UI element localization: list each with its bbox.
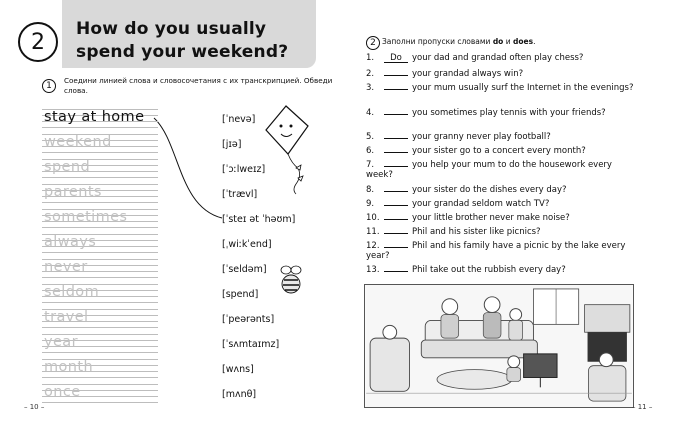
guide-line — [42, 152, 158, 153]
question-text: your grandad always win? — [412, 69, 524, 79]
question-text: Phil take out the rubbish every day? — [412, 265, 566, 275]
guide-line — [42, 252, 158, 253]
living-room-illustration — [364, 284, 634, 408]
page-title — [76, 18, 288, 64]
word-item: travel — [44, 309, 89, 325]
question-text: your granny never play football? — [412, 132, 551, 142]
question-row — [366, 158, 634, 180]
word-item: parents — [44, 184, 102, 200]
question-row — [366, 144, 634, 156]
question-row — [366, 130, 634, 142]
guide-line — [42, 377, 158, 378]
transcription-item: [ˈɔːlweɪz] — [222, 164, 266, 175]
word-item: year — [44, 334, 78, 350]
question-text: Phil and his family have a picnic by the lake every year? — [366, 241, 626, 261]
answer-blank[interactable]: Do — [384, 54, 408, 63]
question-number: 2. — [366, 69, 375, 79]
answer-blank[interactable] — [384, 81, 408, 90]
guide-line — [42, 327, 158, 328]
exercise-1-instruction: Соедини линией слова и словосочетания с их транскрипцией. Обведи слова. — [64, 76, 333, 95]
question-row — [366, 225, 634, 237]
answer-blank[interactable] — [384, 106, 408, 115]
question-row — [366, 197, 634, 209]
instruction-word-does: does — [513, 37, 534, 46]
question-text: you sometimes play tennis with your friends? — [412, 108, 606, 118]
guide-line — [42, 127, 158, 128]
answer-blank[interactable] — [384, 158, 408, 167]
word-item: month — [44, 359, 94, 375]
bee-icon — [278, 264, 306, 298]
answer-blank[interactable] — [384, 183, 408, 192]
answer-blank[interactable] — [384, 211, 408, 220]
kite-icon — [262, 104, 314, 196]
answer-blank[interactable] — [384, 197, 408, 206]
word-item: never — [44, 259, 88, 275]
transcription-item: [ˈtrævl] — [222, 189, 258, 200]
transcription-item: [ˈnevə] — [222, 114, 256, 125]
question-row — [366, 106, 634, 118]
question-row — [366, 211, 634, 223]
transcription-item: [ˌwiːkˈend] — [222, 239, 272, 250]
answer-blank[interactable] — [384, 67, 408, 76]
guide-line — [42, 177, 158, 178]
question-number: 1. — [366, 53, 375, 63]
exercise-2-number: 2 — [366, 36, 380, 50]
guide-line — [42, 227, 158, 228]
title-line-1: How do you usually — [76, 19, 267, 39]
exercise-2-instruction: Заполни пропуски словами do и does. — [382, 37, 536, 46]
page-number-right: – 11 – — [632, 403, 653, 411]
question-row — [366, 263, 634, 275]
question-row — [366, 81, 634, 93]
answer-blank[interactable] — [384, 144, 408, 153]
question-text: your little brother never make noise? — [412, 213, 570, 223]
question-row — [366, 67, 634, 79]
transcription-item: [wʌns] — [222, 364, 254, 375]
transcription-item: [ˈsʌmtaɪmz] — [222, 339, 280, 350]
question-number: 7. — [366, 160, 375, 170]
question-number: 6. — [366, 146, 375, 156]
word-item: spend — [44, 159, 91, 175]
unit-number: 2 — [18, 22, 58, 62]
question-number: 10. — [366, 213, 380, 223]
word-item: sometimes — [44, 209, 128, 225]
transcription-item: [ˈseldəm] — [222, 264, 267, 275]
question-number: 11. — [366, 227, 380, 237]
question-number: 3. — [366, 83, 375, 93]
question-text: your sister go to a concert every month? — [412, 146, 586, 156]
word-item: once — [44, 384, 81, 400]
question-number: 4. — [366, 108, 375, 118]
exercise-1-number: 1 — [42, 79, 56, 93]
transcription-item: [spend] — [222, 289, 259, 300]
instruction-conj: и — [505, 37, 511, 46]
question-number: 12. — [366, 241, 380, 251]
word-item: stay at home — [44, 109, 145, 125]
word-item: weekend — [44, 134, 112, 150]
guide-line — [42, 352, 158, 353]
word-item: seldom — [44, 284, 100, 300]
transcription-item: [ˈsteɪ ət ˈhəʊm] — [222, 214, 296, 225]
guide-line — [42, 302, 158, 303]
transcription-item: [jɪə] — [222, 139, 242, 150]
question-number: 5. — [366, 132, 375, 142]
question-text: your mum usually surf the Internet in the evenings? — [412, 83, 634, 93]
answer-blank[interactable] — [384, 263, 408, 272]
connector-line — [150, 112, 230, 224]
question-text: you help your mum to do the housework every week? — [366, 160, 612, 180]
question-text: your dad and grandad often play chess? — [412, 53, 584, 63]
question-row — [366, 53, 634, 63]
instruction-word-do: do — [492, 37, 504, 46]
word-item: always — [44, 234, 97, 250]
title-line-2: spend your weekend? — [76, 42, 289, 62]
answer-blank[interactable] — [384, 225, 408, 234]
transcription-item: [ˈpeərənts] — [222, 314, 275, 325]
transcription-item: [mʌnθ] — [222, 389, 257, 400]
page-number-left: – 10 – — [24, 403, 45, 411]
answer-blank[interactable] — [384, 239, 408, 248]
question-text: your grandad seldom watch TV? — [412, 199, 550, 209]
guide-line — [42, 402, 158, 403]
question-text: your sister do the dishes every day? — [412, 185, 567, 195]
question-number: 8. — [366, 185, 375, 195]
question-row — [366, 183, 634, 195]
question-number: 13. — [366, 265, 380, 275]
guide-line — [42, 202, 158, 203]
answer-blank[interactable] — [384, 130, 408, 139]
question-row — [366, 239, 634, 261]
guide-line — [42, 277, 158, 278]
question-text: Phil and his sister like picnics? — [412, 227, 541, 237]
instruction-prefix: Заполни пропуски словами — [382, 37, 491, 46]
question-number: 9. — [366, 199, 375, 209]
